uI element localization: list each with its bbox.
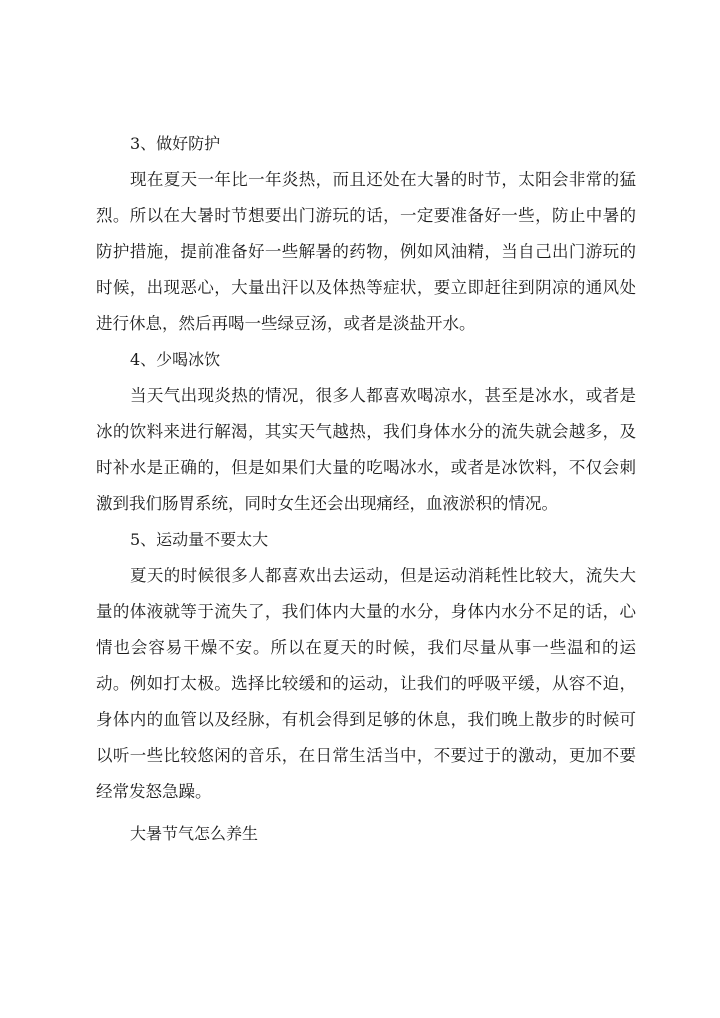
section-paragraph-4: 当天气出现炎热的情况，很多人都喜欢喝凉水，甚至是冰水，或者是冰的饮料来进行解渴，其实天气越热，我们身体水分的流失就会越多，及时补水是正确的，但是如果们大量的吃喝冰水，或者是冰饮料，不仅会刺激到我们肠胃系统，同时女生还会出现痛经，血液淤积的情况。: [96, 386, 636, 513]
section-heading-4: 4、少喝冰饮: [130, 350, 221, 369]
section-paragraph-3: 现在夏天一年比一年炎热，而且还处在大暑的时节，太阳会非常的猛烈。所以在大暑时节想要出门游玩的话，一定要准备好一些，防止中暑的防护措施，提前准备好一些解暑的药物，例如风油精，当自己出门游玩的时候，出现恶心，大量出汗以及体热等症状，要立即赶往到阴凉的通风处进行休息，然后再喝一些绿豆汤，或者是淡盐开水。: [96, 170, 636, 333]
section-heading-3: 3、做好防护: [130, 134, 221, 153]
section-heading-5: 5、运动量不要太大: [130, 530, 269, 549]
document-page: [96, 126, 636, 852]
section-paragraph-5: 夏天的时候很多人都喜欢出去运动，但是运动消耗性比较大，流失大量的体液就等于流失了，我们体内大量的水分，身体内水分不足的话，心情也会容易干燥不安。所以在夏天的时候，我们尽量从事一些温和的运动。例如打太极。选择比较缓和的运动，让我们的呼吸平缓，从容不迫，身体内的血管以及经脉，有机会得到足够的休息，我们晚上散步的时候可以听一些比较悠闲的音乐，在日常生活当中，不要过于的激动，更加不要经常发怒急躁。: [96, 566, 636, 801]
closing-heading: 大暑节气怎么养生: [130, 824, 259, 843]
